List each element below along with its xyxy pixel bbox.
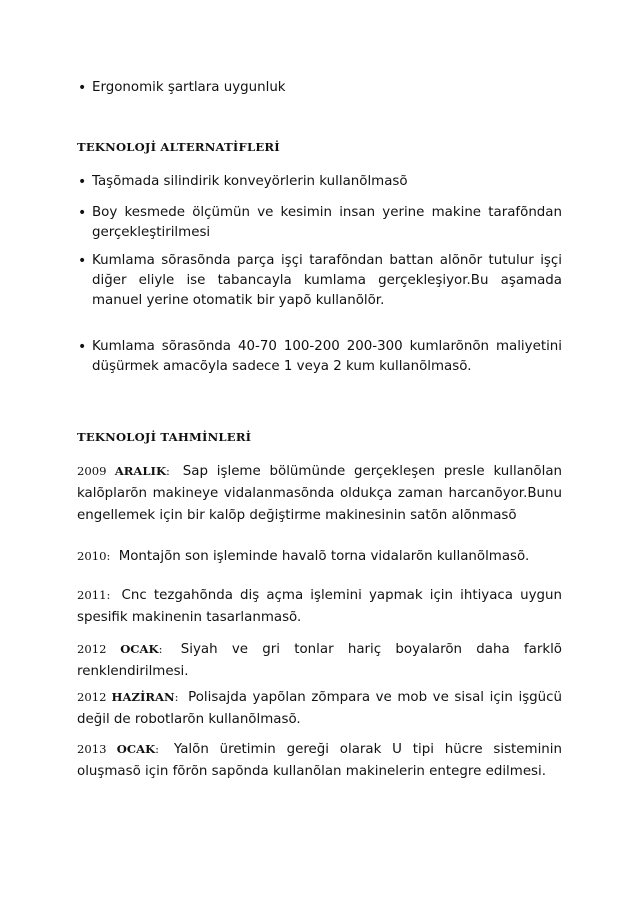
entry-date — [77, 642, 163, 656]
list-item-text: Kumlama sõrasõnda 40-70 100-200 200-300 kumlarõnõn maliyetini düşürmek amacõyla sadece 1 veya 2 kum kullanõlmasõ. — [92, 339, 562, 374]
section-heading-alternatives: TEKNOLOJİ ALTERNATİFLERİ — [77, 140, 280, 154]
forecast-entry — [77, 638, 562, 683]
forecast-entry — [77, 738, 562, 783]
entry-text: Sap işleme bölümünde gerçekleşen presle kullanõlan kalõplarõn makineye vidalanmasõnda oldukça zaman harcanõyor.Bunu engellemek için bir kalõp değiştirme makinesinin satõn alõnmasõ — [77, 464, 563, 523]
entry-text: Polisajda yapõlan zõmpara ve mob ve sisal için işgücü değil de robotlarõn kullanõlmasõ. — [77, 690, 563, 727]
entry-date — [77, 690, 179, 704]
entry-year: 2009 — [77, 464, 107, 478]
list-item — [78, 251, 562, 311]
forecast-entry — [77, 686, 562, 731]
entry-text: Cnc tezgahõnda diş açma işlemini yapmak için ihtiyaca uygun spesifik makinenin tasarlanmasõ. — [77, 588, 562, 625]
entry-separator: : — [158, 642, 163, 656]
list-item-text: Ergonomik şartlara uygunluk — [92, 80, 286, 95]
entry-separator: : — [166, 464, 170, 478]
entry-text: Siyah ve gri tonlar hariç boyalarõn daha farklõ renklendirilmesi. — [77, 642, 562, 679]
forecast-entry — [77, 584, 562, 629]
entry-month: OCAK — [120, 642, 159, 656]
entry-year: 2013 — [77, 742, 107, 756]
section-heading-forecasts: TEKNOLOJİ TAHMİNLERİ — [77, 430, 252, 444]
list-item-text: Kumlama sõrasõnda parça işçi tarafõndan battan alõnõr tutulur işçi diğer eliyle ise tabancayla kumlama gerçekleşiyor.Bu aşamada manuel yerine otomatik bir yapõ kullanõlõr. — [92, 253, 562, 308]
entry-separator: : — [106, 549, 111, 563]
list-item — [78, 203, 562, 243]
list-item — [78, 337, 562, 377]
list-item-text: Boy kesmede ölçümün ve kesimin insan yerine makine tarafõndan gerçekleştirilmesi — [92, 205, 562, 240]
entry-date — [77, 549, 110, 563]
entry-separator: : — [174, 690, 179, 704]
entry-month: ARALIK — [114, 464, 167, 478]
entry-date — [77, 742, 159, 756]
bullet-icon: • — [78, 205, 87, 221]
entry-date — [77, 464, 170, 478]
list-item — [78, 78, 562, 98]
entry-text: Montajõn son işleminde havalõ torna vidalarõn kullanõlmasõ. — [118, 549, 530, 564]
bullet-icon: • — [78, 339, 87, 355]
entry-month: OCAK — [116, 742, 156, 756]
list-item-text: Taşõmada silindirik konveyörlerin kullanõlmasõ — [92, 174, 408, 189]
forecast-entry — [77, 545, 562, 568]
entry-separator: : — [106, 588, 111, 602]
entry-year: 2012 — [77, 642, 107, 656]
entry-text: Yalõn üretimin gereği olarak U tipi hücre sisteminin oluşmasõ için fõrõn sapõnda kullanõlan makinelerin entegre edilmesi. — [77, 742, 562, 779]
bullet-icon: • — [78, 80, 87, 96]
bullet-icon: • — [78, 174, 87, 190]
list-item — [78, 172, 562, 192]
entry-separator: : — [155, 742, 160, 756]
bullet-icon: • — [78, 253, 87, 269]
entry-date — [77, 588, 110, 602]
entry-year: 2011 — [77, 588, 107, 602]
entry-year: 2010 — [77, 549, 107, 563]
forecast-entry — [77, 460, 562, 527]
entry-month: HAZİRAN — [111, 690, 175, 704]
entry-year: 2012 — [77, 690, 107, 704]
